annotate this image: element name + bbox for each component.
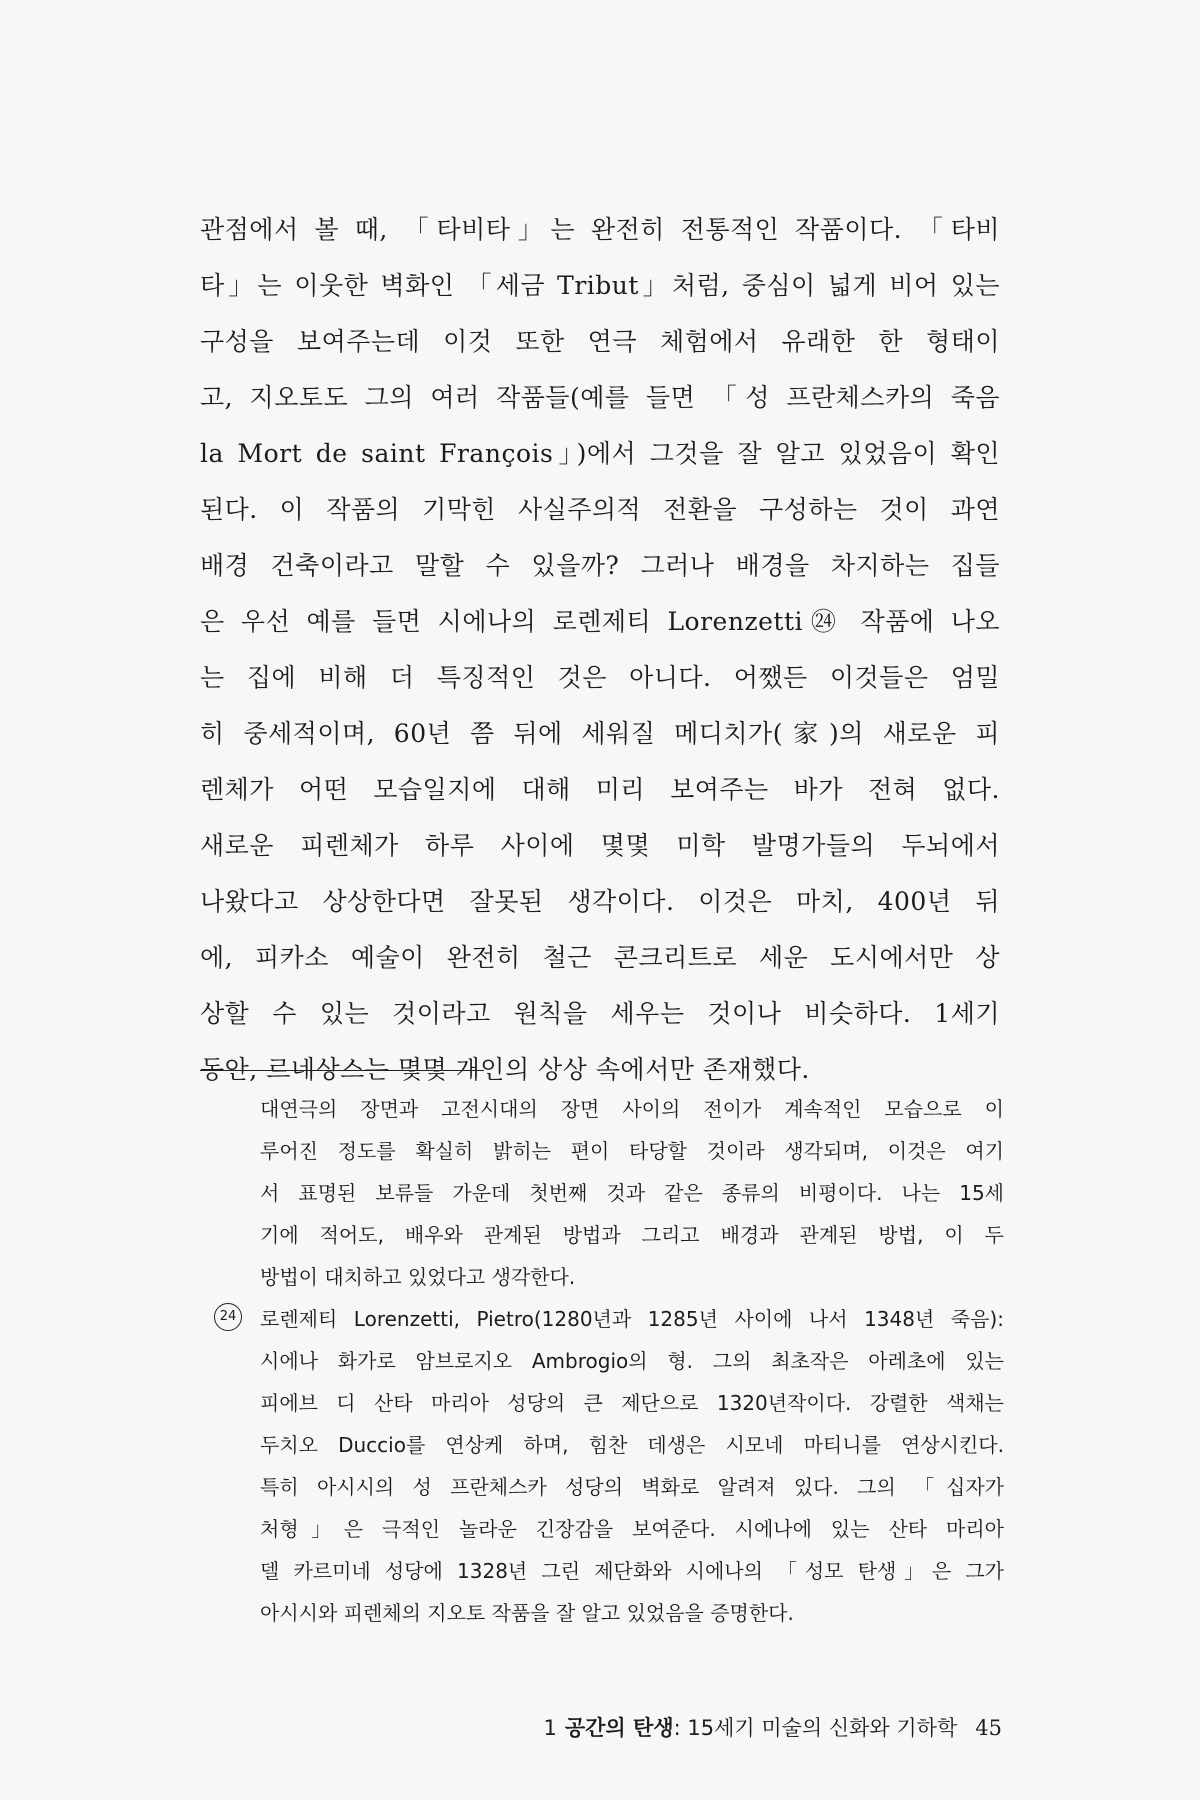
chapter-number: 1 — [543, 1716, 557, 1740]
footnotes — [214, 1088, 1004, 1634]
footnote-continued — [214, 1088, 1004, 1298]
body-line: 나왔다고 상상한다면 잘못된 생각이다. 이것은 마치, 400년 뒤 — [200, 887, 1000, 916]
footnote-line: 방법이 대치하고 있었다고 생각한다. — [260, 1265, 576, 1289]
running-footer — [543, 1712, 1002, 1742]
body-line: 타」는 이웃한 벽화인 「세금 Tribut」처럼, 중심이 넓게 비어 있는 — [200, 271, 1000, 300]
chapter-subtitle: : 15세기 미술의 신화와 기하학 — [673, 1716, 958, 1740]
footnote-line: 두치오 Duccio를 연상케 하며, 힘찬 데생은 시모네 마티니를 연상시킨다. — [260, 1433, 1004, 1457]
body-line: 에, 피카소 예술이 완전히 철근 콘크리트로 세운 도시에서만 상 — [200, 943, 1000, 972]
footnote-24 — [214, 1298, 1004, 1634]
footnote-line: 델 카르미네 성당에 1328년 그린 제단화와 시에나의 「성모 탄생」은 그가 — [260, 1559, 1004, 1583]
body-line: 은 우선 예를 들면 시에나의 로렌제티 Lorenzetti㉔ 작품에 나오 — [200, 607, 1000, 636]
footnote-divider — [200, 1070, 484, 1071]
footnote-line: 처형」은 극적인 놀라운 긴장감을 보여준다. 시에나에 있는 산타 마리아 — [260, 1517, 1004, 1541]
footnote-line: 서 표명된 보류들 가운데 첫번째 것과 같은 종류의 비평이다. 나는 15세 — [260, 1181, 1004, 1205]
footnote-line: 기에 적어도, 배우와 관계된 방법과 그리고 배경과 관계된 방법, 이 두 — [260, 1223, 1004, 1247]
body-line: 동안, 르네상스는 몇몇 개인의 상상 속에서만 존재했다. — [200, 1055, 810, 1084]
footnote-line: 피에브 디 산타 마리아 성당의 큰 제단으로 1320년작이다. 강렬한 색채는 — [260, 1391, 1004, 1415]
body-line: 관점에서 볼 때, 「타비타」는 완전히 전통적인 작품이다. 「타비 — [200, 215, 1000, 244]
body-line: 새로운 피렌체가 하루 사이에 몇몇 미학 발명가들의 두뇌에서 — [200, 831, 1000, 860]
body-line: 고, 지오토도 그의 여러 작품들(예를 들면 「성 프란체스카의 죽음 — [200, 383, 1000, 412]
footnote-marker: 24 — [214, 1303, 242, 1331]
footnote-line: 시에나 화가로 암브로지오 Ambrogio의 형. 그의 최초작은 아레초에 있는 — [260, 1349, 1004, 1373]
body-text — [200, 202, 1000, 1098]
chapter-title: 공간의 탄생 — [564, 1716, 674, 1740]
footnote-line: 루어진 정도를 확실히 밝히는 편이 타당할 것이라 생각되며, 이것은 여기 — [260, 1139, 1004, 1163]
page-number: 45 — [975, 1716, 1002, 1740]
body-line: 된다. 이 작품의 기막힌 사실주의적 전환을 구성하는 것이 과연 — [200, 495, 1000, 524]
footnote-line: 아시시와 피렌체의 지오토 작품을 잘 알고 있었음을 증명한다. — [260, 1601, 794, 1625]
body-line: 구성을 보여주는데 이것 또한 연극 체험에서 유래한 한 형태이 — [200, 327, 1000, 356]
body-line: 렌체가 어떤 모습일지에 대해 미리 보여주는 바가 전혀 없다. — [200, 775, 1000, 804]
body-line: 배경 건축이라고 말할 수 있을까? 그러나 배경을 차지하는 집들 — [200, 551, 1000, 580]
footnote-line: 특히 아시시의 성 프란체스카 성당의 벽화로 알려져 있다. 그의 「십자가 — [260, 1475, 1004, 1499]
body-line: 히 중세적이며, 60년 쯤 뒤에 세워질 메디치가(家)의 새로운 피 — [200, 719, 1000, 748]
body-line: 는 집에 비해 더 특징적인 것은 아니다. 어쨌든 이것들은 엄밀 — [200, 663, 1000, 692]
body-line: la Mort de saint François」)에서 그것을 잘 알고 있었음이 확인 — [200, 439, 1000, 468]
body-line: 상할 수 있는 것이라고 원칙을 세우는 것이나 비슷하다. 1세기 — [200, 999, 1000, 1028]
footnote-line: 대연극의 장면과 고전시대의 장면 사이의 전이가 계속적인 모습으로 이 — [260, 1097, 1004, 1121]
footnote-line: 로렌제티 Lorenzetti, Pietro(1280년과 1285년 사이에 나서 1348년 죽음): — [260, 1307, 1004, 1331]
